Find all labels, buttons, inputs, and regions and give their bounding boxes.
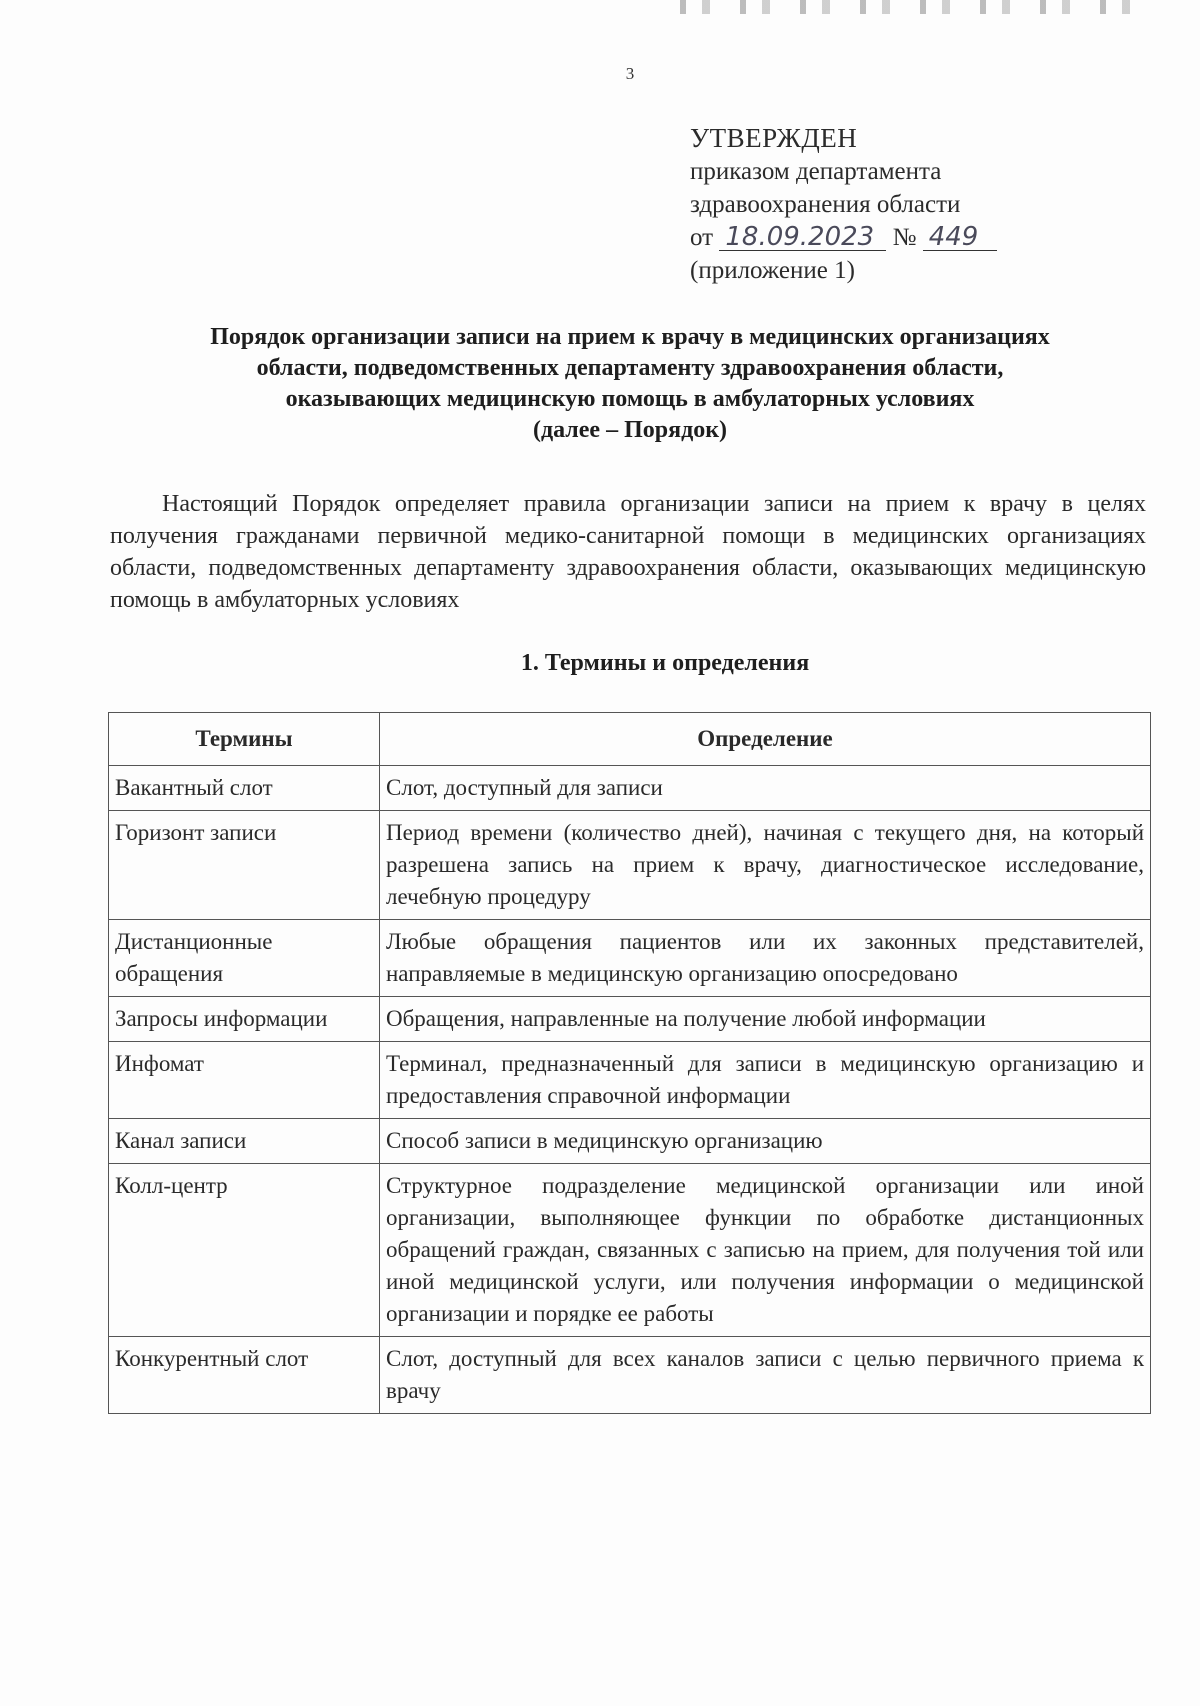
scan-artifact xyxy=(680,0,1150,14)
table-row xyxy=(109,1337,1151,1414)
approval-line-1: приказом департамента xyxy=(690,158,942,185)
approval-stamp: УТВЕРЖДЕН xyxy=(690,123,858,153)
table-row xyxy=(109,1119,1151,1164)
definition-cell: Терминал, предназначенный для записи в медицинскую организацию и предоставления справочной информации xyxy=(380,1042,1151,1119)
term-cell: Запросы информации xyxy=(109,997,380,1042)
title-line-1: Порядок организации записи на прием к врачу в медицинских организациях xyxy=(210,324,1050,350)
definition-cell: Слот, доступный для всех каналов записи с целью первичного приема к врачу xyxy=(380,1337,1151,1414)
term-cell: Горизонт записи xyxy=(109,811,380,920)
term-cell: Конкурентный слот xyxy=(109,1337,380,1414)
title-line-2: области, подведомственных департаменту здравоохранения области, xyxy=(256,355,1004,381)
section-heading: 1. Термины и определения xyxy=(520,650,810,676)
header-definition: Определение xyxy=(380,713,1151,766)
term-cell: Вакантный слот xyxy=(109,766,380,811)
table-row xyxy=(109,811,1151,920)
document-title xyxy=(110,322,1150,446)
term-cell: Колл-центр xyxy=(109,1164,380,1337)
approval-line-2: здравоохранения области xyxy=(690,191,961,218)
intro-paragraph: Настоящий Порядок определяет правила организации записи на прием к врачу в целях получения гражданами первичной медико-санитарной помощи в медицинских организациях области, подведомственных департаменту здравоохранения области, оказывающих медицинскую помощь в амбулаторных условиях xyxy=(110,491,1146,613)
term-cell: Канал записи xyxy=(109,1119,380,1164)
title-line-4: (далее – Порядок) xyxy=(532,417,728,443)
definition-cell: Любые обращения пациентов или их законных представителей, направляемые в медицинскую организацию опосредовано xyxy=(380,920,1151,997)
term-cell: Инфомат xyxy=(109,1042,380,1119)
handwritten-date: 18.09.2023 xyxy=(719,224,886,251)
table-row xyxy=(109,766,1151,811)
appendix-label: (приложение 1) xyxy=(690,257,855,284)
definition-cell: Способ записи в медицинскую организацию xyxy=(380,1119,1151,1164)
terms-table xyxy=(108,712,1151,1414)
definition-cell: Обращения, направленные на получение любой информации xyxy=(380,997,1151,1042)
definition-cell: Структурное подразделение медицинской организации или иной организации, выполняющее функции по обработке дистанционных обращений граждан, связанных с записью на прием, для получения той или иной медицинской услуги, или получения информации о медицинской организации и порядке ее работы xyxy=(380,1164,1151,1337)
table-row xyxy=(109,1164,1151,1337)
from-prefix: от xyxy=(690,224,714,251)
table-row xyxy=(109,920,1151,997)
table-row xyxy=(109,997,1151,1042)
table-row xyxy=(109,1042,1151,1119)
definition-cell: Слот, доступный для записи xyxy=(380,766,1151,811)
title-line-3: оказывающих медицинскую помощь в амбулаторных условиях xyxy=(285,386,975,412)
number-prefix: № xyxy=(892,224,917,251)
handwritten-number: 449 xyxy=(923,224,997,251)
approval-date-line xyxy=(690,221,997,254)
definition-cell: Период времени (количество дней), начиная с текущего дня, на который разрешена запись на прием к врачу, диагностическое исследование, лечебную процедуру xyxy=(380,811,1151,920)
header-terms: Термины xyxy=(109,713,380,766)
approval-block xyxy=(690,122,997,287)
table-header-row xyxy=(109,713,1151,766)
page-number: 3 xyxy=(625,64,635,83)
term-cell: Дистанционные обращения xyxy=(109,920,380,997)
